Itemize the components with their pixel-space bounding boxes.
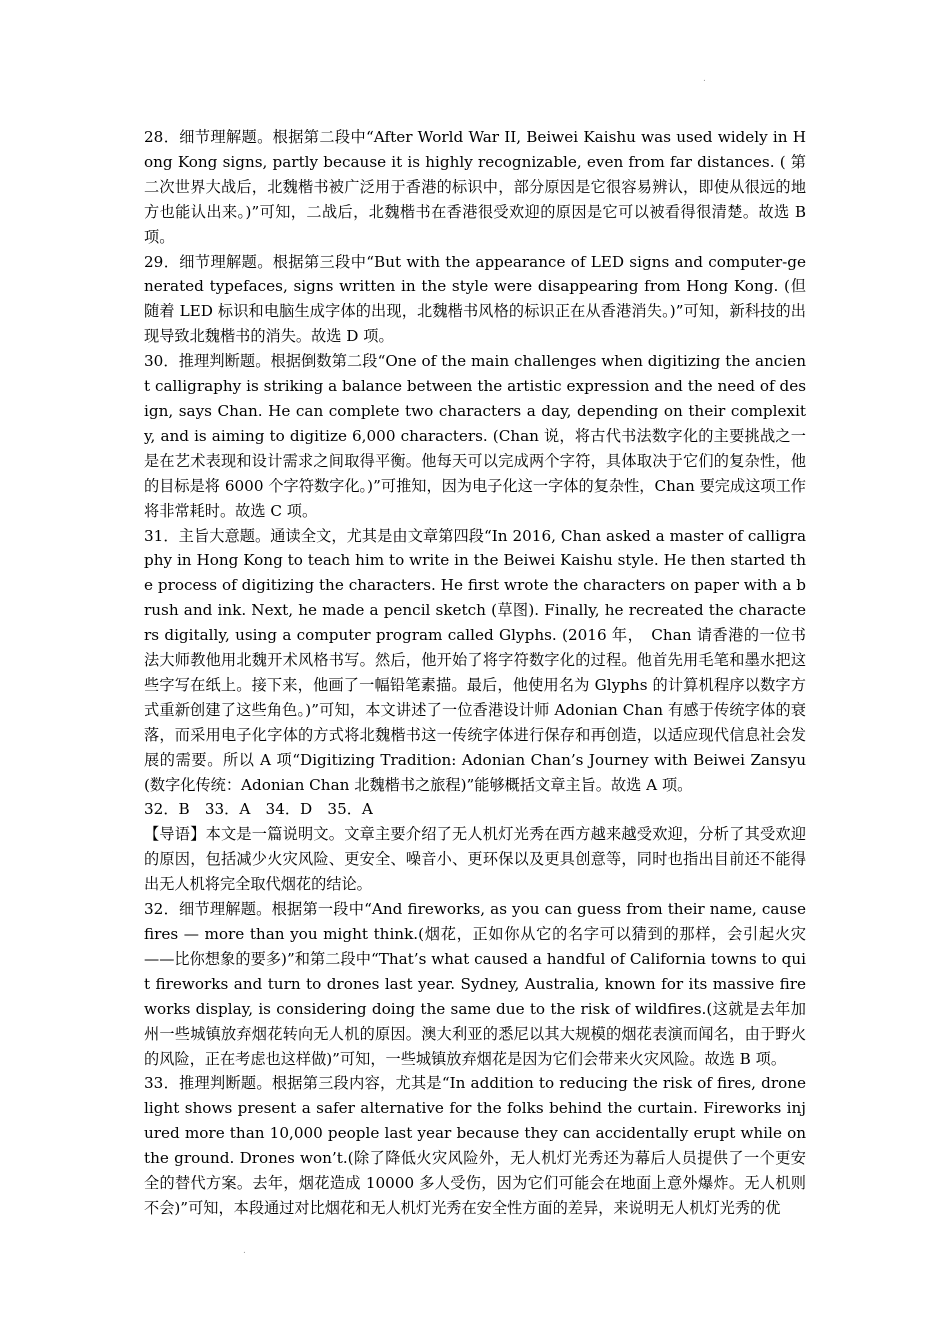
explanation-q30: 30．推理判断题。根据倒数第二段“One of the main challenges when digitizing the ancient calligraphy is striking a balance between the artistic expression and the need of design, says Chan. He can complete two characters a day, depending on their complexity, and is aiming to digitize 6,000 characters. (Chan 说，将古代书法数字化的主要挑战之一是在艺术表现和设计需求之间取得平衡。他每天可以完成两个字符，具体取决于它们的复杂性，他的目标是将 6000 个字符数字化。)”可推知，因为电子化这一字体的复杂性，Chan 要完成这项工作将非常耗时。故选 C 项。: [144, 352, 806, 520]
page-bottom-mark: .: [243, 1246, 246, 1256]
explanation-q29: 29．细节理解题。根据第三段中“But with the appearance of LED signs and computer-generated typefaces, signs written in the style were disappearing from Hong Kong. (但随着 LED 标识和电脑生成字体的出现，北魏楷书风格的标识正在从香港消失。)”可知，新科技的出现导致北魏楷书的消失。故选 D 项。: [144, 252, 806, 346]
page-corner-mark: .: [703, 74, 706, 84]
answer-explanations: [144, 125, 806, 1221]
passage-intro: 【导语】本文是一篇说明文。文章主要介绍了无人机灯光秀在西方越来越受欢迎，分析了其受欢迎的原因，包括减少火灾风险、更安全、噪音小、更环保以及更具创意等，同时也指出目前还不能得出无人机将完全取代烟花的结论。: [144, 825, 806, 894]
explanation-q33: 33．推理判断题。根据第三段内容，尤其是“In addition to reducing the risk of fires, drone light shows present a safer alternative for the folks behind the curtain. Fireworks injured more than 10,000 people last year because they can accidentally erupt while on the ground. Drones won’t.(除了降低火灾风险外，无人机灯光秀还为幕后人员提供了一个更安全的替代方案。去年，烟花造成 10000 多人受伤，因为它们可能会在地面上意外爆炸。无人机则不会)”可知，本段通过对比烟花和无人机灯光秀在安全性方面的差异，来说明无人机灯光秀的优: [144, 1074, 806, 1217]
explanation-q28: 28．细节理解题。根据第二段中“After World War II, Beiwei Kaishu was used widely in Hong Kong signs, partly because it is highly recognizable, even from far distances. ( 第二次世界大战后，北魏楷书被广泛用于香港的标识中，部分原因是它很容易辨认，即使从很远的地方也能认出来。)”可知，二战后，北魏楷书在香港很受欢迎的原因是它可以被看得很清楚。故选 B 项。: [144, 128, 806, 246]
explanation-q31: 31．主旨大意题。通读全文，尤其是由文章第四段“In 2016, Chan asked a master of calligraphy in Hong Kong to teach him to write in the Beiwei Kaishu style. He then started the process of digitizing the characters. He first wrote the characters on paper with a brush and ink. Next, he made a pencil sketch (草图). Finally, he recreated the characters digitally, using a computer program called Glyphs. (2016 年， Chan 请香港的一位书法大师教他用北魏开术风格书写。然后，他开始了将字符数字化的过程。他首先用毛笔和墨水把这些字写在纸上。接下来，他画了一幅铅笔素描。最后，他使用名为 Glyphs 的计算机程序以数字方式重新创建了这些角色。)”可知，本文讲述了一位香港设计师 Adonian Chan 有感于传统字体的衰落，而采用电子化字体的方式将北魏楷书这一传统字体进行保存和再创造，以适应现代信息社会发展的需要。所以 A 项“Digitizing Tradition: Adonian Chan’s Journey with Beiwei Zansyu (数字化传统：Adonian Chan 北魏楷书之旅程)”能够概括文章主旨。故选 A 项。: [144, 526, 806, 794]
explanation-q32: 32．细节理解题。根据第一段中“And fireworks, as you can guess from their name, cause fires — more than you might think.(烟花，正如你从它的名字可以猜到的那样，会引起火灾——比你想象的要多)”和第二段中“That’s what caused a handful of California towns to quit fireworks and turn to drones last year. Sydney, Australia, known for its massive fireworks display, is considering doing the same due to the risk of wildfires.(这就是去年加州一些城镇放弃烟花转向无人机的原因。澳大利亚的悉尼以其大规模的烟花表演而闻名，由于野火的风险，正在考虑也这样做)”可知，一些城镇放弃烟花是因为它们会带来火灾风险。故选 B 项。: [144, 900, 806, 1068]
answer-key-32-35: 32．B 33．A 34．D 35．A: [144, 800, 373, 819]
